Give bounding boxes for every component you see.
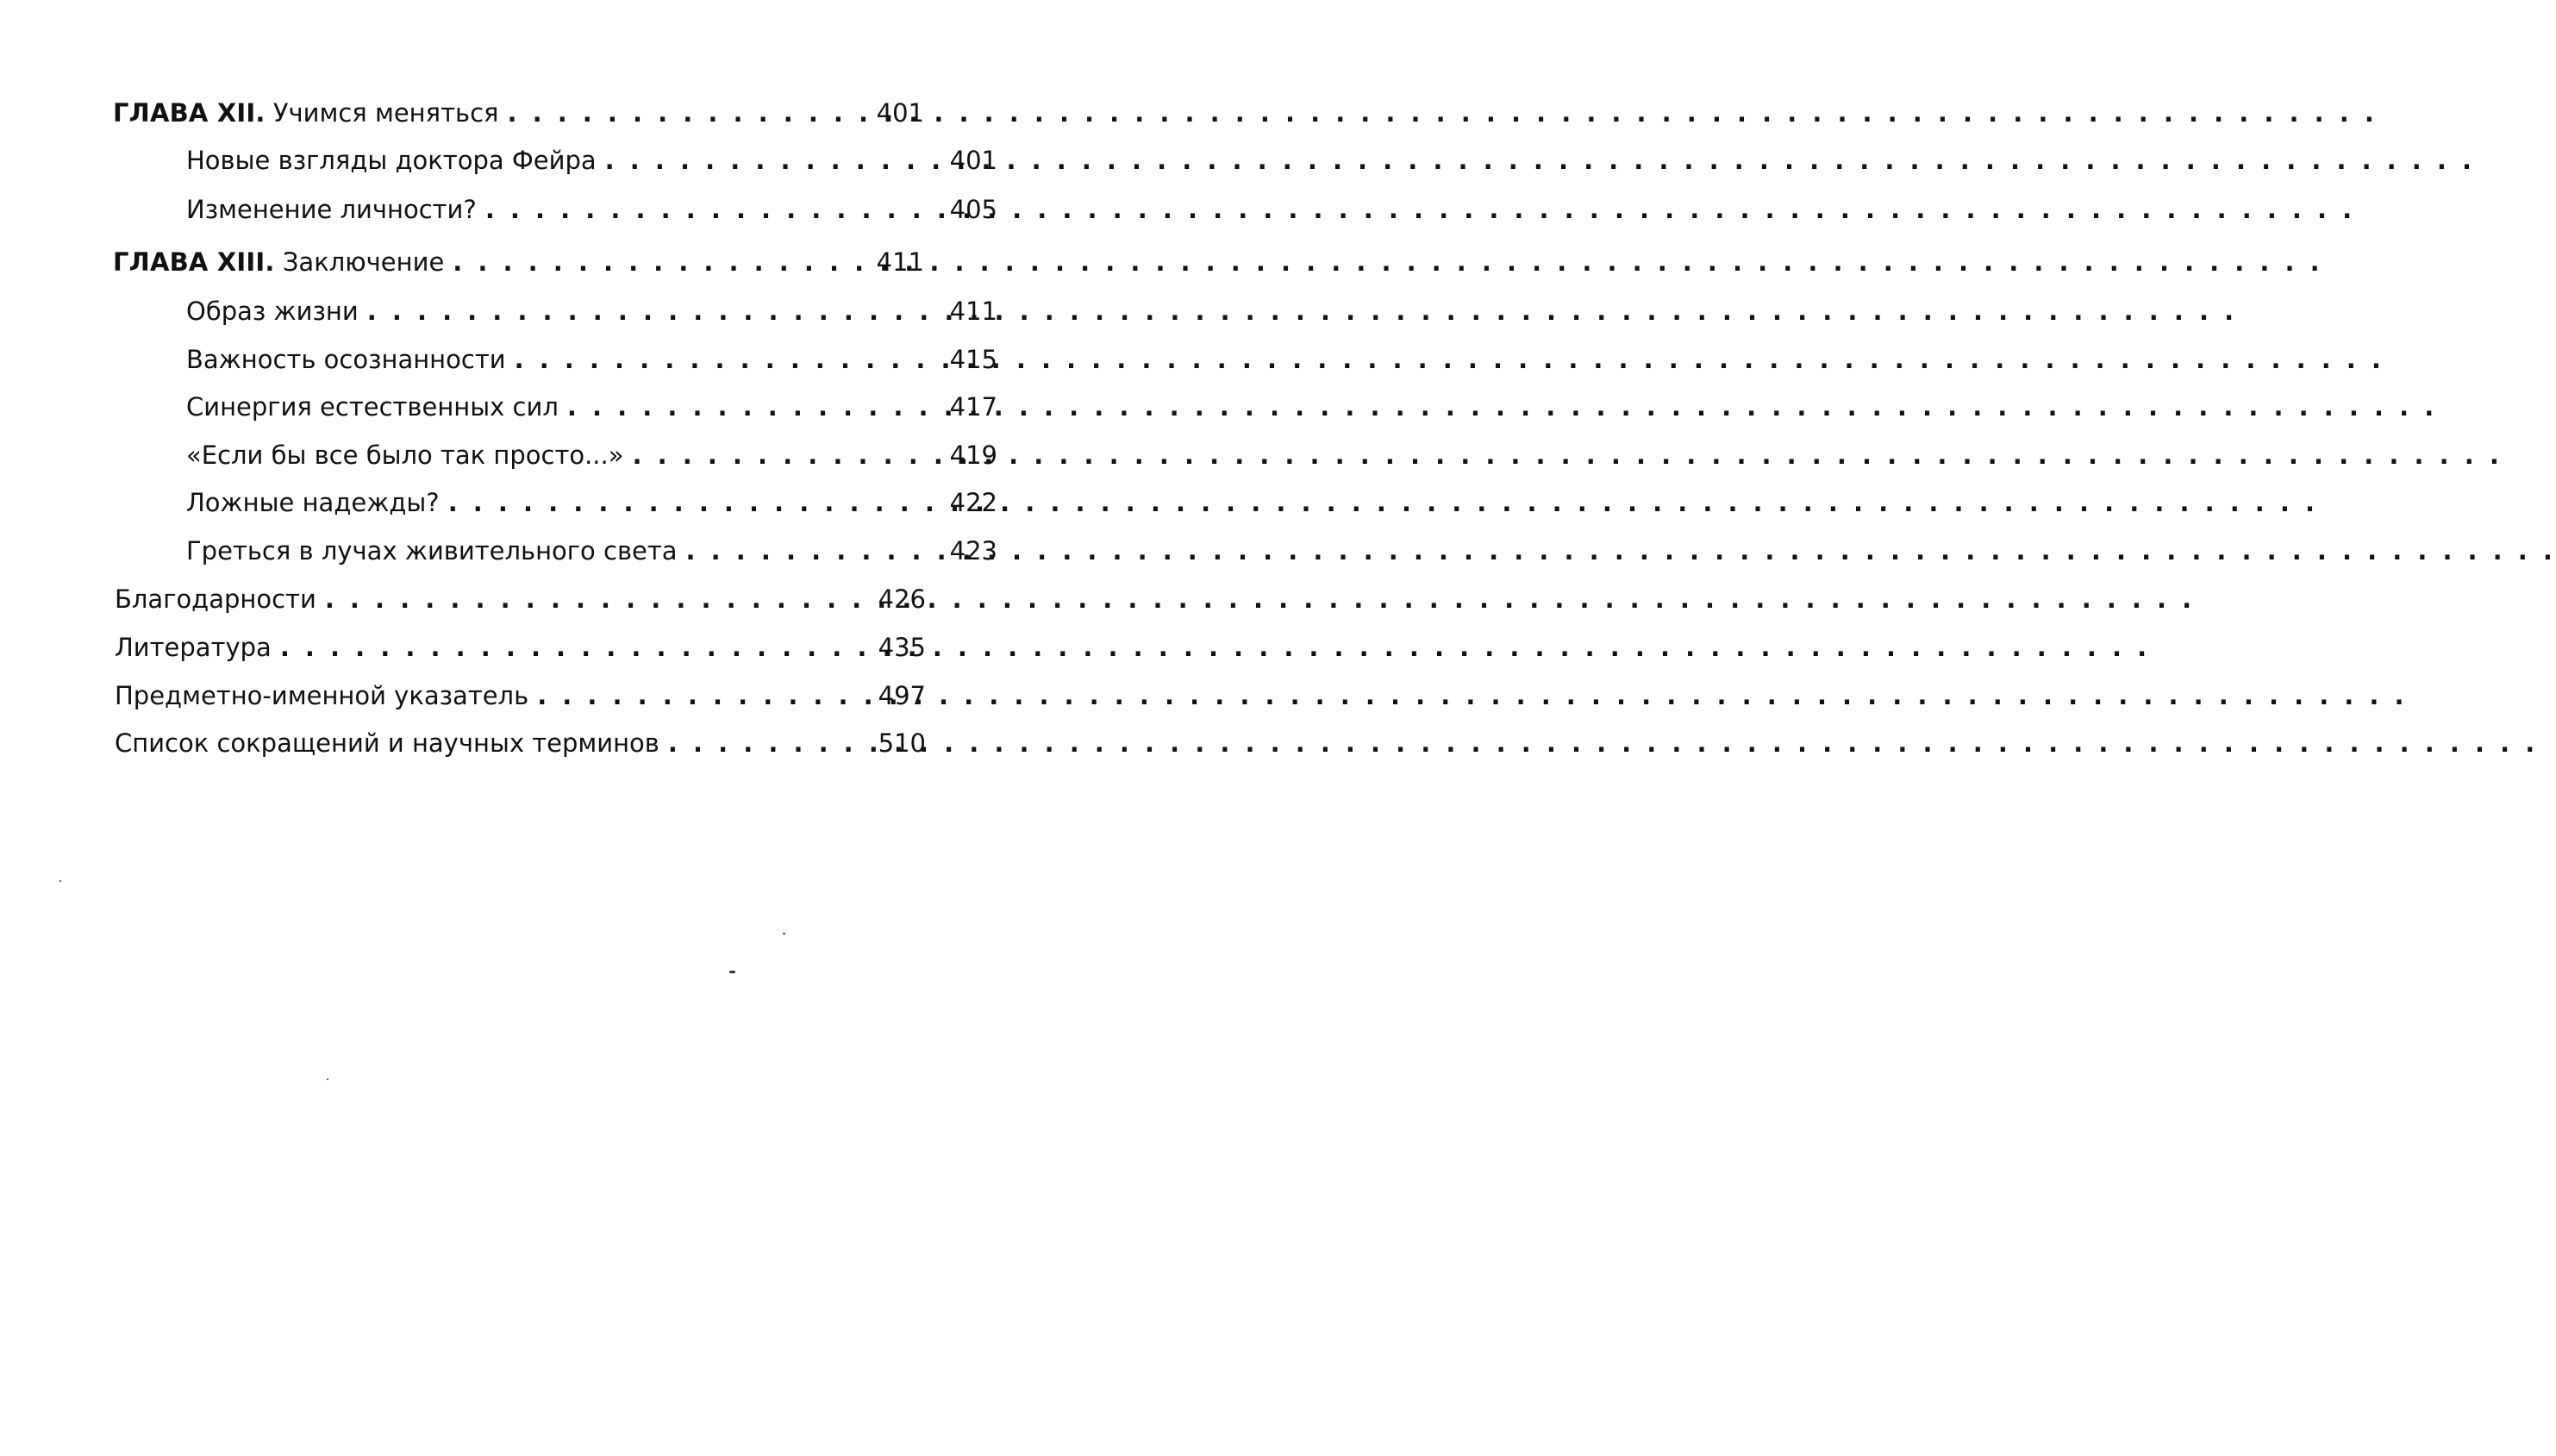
toc-entry-chapter-13 [0, 235, 975, 278]
toc-entry-title: Важность осознанности [186, 345, 506, 374]
dot-leader [567, 391, 936, 423]
toc-entry-section [0, 333, 1048, 376]
page-number: 422 [949, 488, 997, 517]
page-number: 435 [878, 633, 926, 662]
dot-leader [507, 97, 863, 129]
toc-entry-backmatter [0, 669, 977, 712]
toc-entry-backmatter [0, 572, 977, 616]
dot-leader [367, 295, 936, 328]
page-number: 419 [949, 441, 997, 470]
dot-leader [515, 343, 936, 376]
page-number: 497 [878, 681, 926, 710]
toc-entry-chapter-12 [0, 86, 975, 129]
toc-entry-section [0, 524, 1048, 567]
scan-speck [59, 880, 61, 882]
toc-entry-title: Предметно-именной указатель [115, 681, 529, 710]
toc-entry-backmatter [0, 621, 977, 664]
scan-speck [327, 1078, 328, 1080]
toc-entry-title: Греться в лучах живительного света [186, 536, 678, 566]
scan-speck [783, 933, 785, 934]
page-number: 401 [876, 98, 924, 128]
page-number: 417 [949, 392, 997, 422]
toc-entry-title: Заключение [274, 247, 445, 277]
dot-leader [537, 679, 865, 712]
page-number: 411 [876, 247, 924, 277]
toc-entry-title: Синергия естественных сил [186, 392, 559, 422]
scan-speck [729, 971, 735, 973]
toc-entry-section [0, 134, 1048, 177]
page-number: 510 [878, 728, 926, 758]
toc-entry-title: Благодарности [115, 584, 316, 614]
page-number: 415 [949, 345, 997, 374]
dot-leader [453, 246, 863, 278]
dot-leader [325, 583, 865, 616]
toc-entry-section [0, 183, 1048, 226]
toc-entry-title: Список сокращений и научных терминов [115, 728, 659, 758]
page-number: 423 [949, 536, 997, 566]
toc-entry-title: Образ жизни [186, 297, 359, 326]
dot-leader [280, 631, 865, 664]
dot-leader [605, 144, 936, 177]
toc-entry-backmatter [0, 716, 977, 759]
toc-entry-section [0, 476, 1048, 519]
toc-entry-title: «Если бы все было так просто...» [186, 441, 624, 470]
chapter-label: ГЛАВА XII. [113, 98, 266, 128]
chapter-label: ГЛАВА XIII. [113, 247, 275, 277]
toc-entry-title: Ложные надежды? [186, 488, 440, 517]
page-number: 401 [949, 146, 997, 175]
table-of-contents [0, 0, 997, 1456]
page-number: 411 [949, 297, 997, 326]
page-number: 405 [949, 195, 997, 224]
dot-leader [686, 534, 936, 567]
page-number: 426 [878, 584, 926, 614]
toc-entry-title: Учимся меняться [265, 98, 499, 128]
toc-entry-section [0, 380, 1048, 423]
dot-leader [668, 727, 865, 759]
toc-entry-title: Новые взгляды доктора Фейра [186, 146, 597, 175]
toc-entry-section [0, 428, 1048, 472]
toc-entry-title: Изменение личности? [186, 195, 477, 224]
dot-leader [485, 193, 936, 226]
toc-entry-title: Литература [115, 633, 272, 662]
toc-entry-section [0, 284, 1048, 328]
dot-leader [632, 439, 936, 472]
dot-leader [448, 486, 936, 519]
